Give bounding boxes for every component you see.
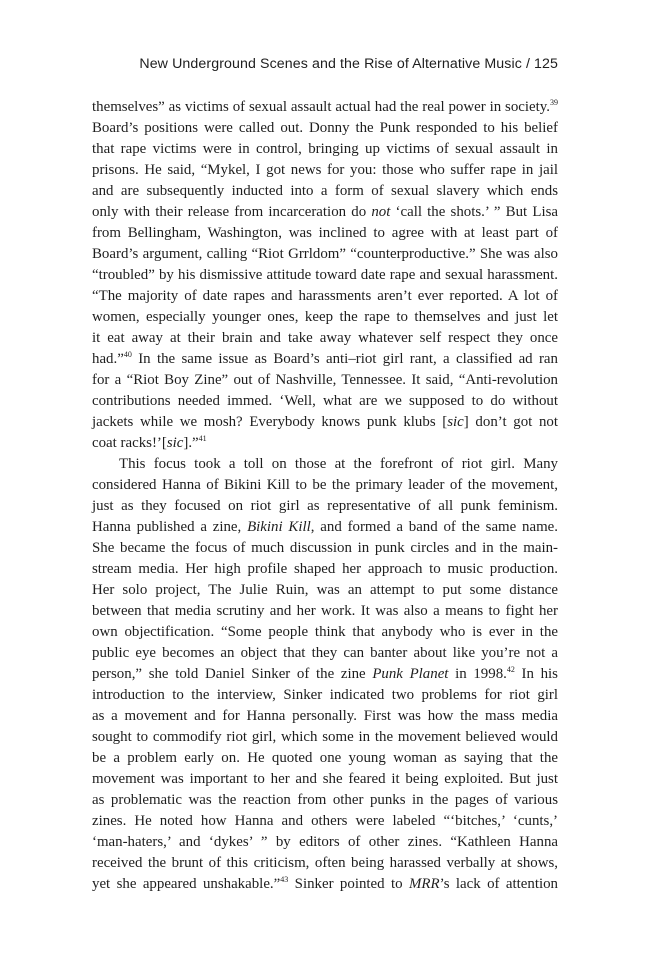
text-span: Board’s argument, calling “Riot Grrldom” “counterproductive.” She was also <box>92 246 558 262</box>
text-line <box>92 475 558 496</box>
italic-text: not <box>371 204 391 220</box>
footnote-ref: 43 <box>280 875 289 884</box>
text-span: and are subsequently inducted into a form of sexual slavery which ends <box>92 183 558 199</box>
text-line <box>92 160 558 181</box>
text-span: that rape victims were in control, bringing up victims of sexual assault in <box>92 141 558 157</box>
text-line <box>92 685 558 706</box>
text-line <box>92 706 558 727</box>
italic-text: sic <box>166 435 184 451</box>
footnote-ref: 39 <box>550 98 558 107</box>
text-span: be a problem early on. He quoted one young woman as saying that the <box>92 750 558 766</box>
body-text <box>92 97 558 895</box>
text-line <box>92 139 558 160</box>
text-span: public eye becomes an object that they can banter about like you’re not a <box>92 645 558 661</box>
text-line <box>92 118 558 139</box>
footnote-ref: 40 <box>123 350 132 359</box>
text-span: yet she appeared unshakable.” <box>92 876 281 892</box>
text-span: had.” <box>92 351 124 367</box>
text-span: In his <box>514 666 558 682</box>
italic-text: Bikini Kill <box>247 519 311 535</box>
text-span: themselves” as victims of sexual assault actual had the real power in society. <box>92 99 550 115</box>
text-line <box>92 538 558 559</box>
text-span: women, especially younger ones, keep the rape to themselves and just let <box>92 309 558 325</box>
footnote-ref: 42 <box>506 665 515 674</box>
text-span: between that media scrutiny and her work. It was also a means to fight her <box>92 603 558 619</box>
text-line <box>92 412 558 433</box>
text-span: ’s lack of attention <box>439 876 558 892</box>
text-span: coat racks!’[ <box>92 435 167 451</box>
text-span: as problematic was the reaction from other punks in the pages of various <box>92 792 558 808</box>
text-span: from Bellingham, Washington, was inclined to agree with at least part of <box>92 225 558 241</box>
text-span: just as they focused on riot girl as representative of all punk feminism. <box>92 498 558 514</box>
text-span: received the brunt of this criticism, often being harassed verbally at shows, <box>92 855 558 871</box>
text-span: , and formed a band of the same name. <box>310 519 559 535</box>
text-span: contributions needed immed. ‘Well, what are we supposed to do without <box>92 393 558 409</box>
text-span: Hanna published a zine, <box>92 519 248 535</box>
text-line <box>92 454 558 475</box>
text-line <box>92 349 558 370</box>
text-line <box>92 97 558 118</box>
text-span: own objectification. “Some people think that anybody who is ever in the <box>92 624 558 640</box>
text-span: “troubled” by his dismissive attitude toward date rape and sexual harassment. <box>92 267 558 283</box>
running-head: New Underground Scenes and the Rise of Alternative Music / 125 <box>139 56 558 72</box>
text-line <box>92 202 558 223</box>
text-line <box>92 370 558 391</box>
text-line <box>92 622 558 643</box>
text-span: introduction to the interview, Sinker indicated two problems for riot girl <box>92 687 558 703</box>
text-span: Board’s positions were called out. Donny the Punk responded to his belief <box>92 120 558 136</box>
footnote-ref: 41 <box>198 434 207 443</box>
text-line <box>92 580 558 601</box>
italic-text: sic <box>447 414 464 430</box>
text-span: Her solo project, The Julie Ruin, was an attempt to put some distance <box>92 582 558 598</box>
text-line <box>92 811 558 832</box>
text-line <box>92 559 558 580</box>
text-span: for a “Riot Boy Zine” out of Nashville, Tennessee. It said, “Anti-revolution <box>92 372 558 388</box>
text-span: In the same issue as Board’s anti–riot girl rant, a classified ad ran <box>131 351 558 367</box>
text-span: ‘man-haters,’ and ‘dykes’ ” by editors of other zines. “Kathleen Hanna <box>92 834 558 850</box>
text-line <box>92 223 558 244</box>
text-line <box>92 286 558 307</box>
text-span: sought to commodify riot girl, which some in the movement believed would <box>92 729 558 745</box>
text-line <box>92 748 558 769</box>
text-line <box>92 832 558 853</box>
text-line <box>92 181 558 202</box>
text-span: ‘call the shots.’ ” But Lisa <box>390 204 558 220</box>
text-line <box>92 433 558 454</box>
text-span: it eat away at their brain and take away whatever self respect they once <box>92 330 558 346</box>
text-line <box>92 265 558 286</box>
text-span: person,” she told Daniel Sinker of the zine <box>92 666 373 682</box>
italic-text: Punk Planet <box>372 666 449 682</box>
text-line <box>92 496 558 517</box>
text-span: “The majority of date rapes and harassments aren’t ever reported. A lot of <box>92 288 558 304</box>
text-line <box>92 664 558 685</box>
text-span: in 1998. <box>448 666 507 682</box>
text-line <box>92 769 558 790</box>
text-span: zines. He noted how Hanna and others were labeled “‘bitches,’ ‘cunts,’ <box>92 813 558 829</box>
text-line <box>92 853 558 874</box>
text-line <box>92 244 558 265</box>
text-span: This focus took a toll on those at the forefront of riot girl. Many <box>119 456 558 472</box>
italic-text: MRR <box>408 876 440 892</box>
text-span: only with their release from incarceration do <box>92 204 372 220</box>
text-line <box>92 517 558 538</box>
text-line <box>92 727 558 748</box>
text-span: prisons. He said, “Mykel, I got news for you: those who suffer rape in jail <box>92 162 558 178</box>
text-span: as a movement and for Hanna personally. First was how the mass media <box>92 708 558 724</box>
text-span: She became the focus of much discussion in punk circles and in the main- <box>92 540 558 556</box>
text-line <box>92 874 558 895</box>
text-span: stream media. Her high profile shaped her approach to music production. <box>92 561 558 577</box>
text-line <box>92 601 558 622</box>
text-span: movement was important to her and she feared it being exploited. But just <box>92 771 558 787</box>
text-span: considered Hanna of Bikini Kill to be the primary leader of the movement, <box>92 477 558 493</box>
text-span: ] don’t got not <box>463 414 558 430</box>
text-line <box>92 790 558 811</box>
text-line <box>92 643 558 664</box>
text-span: ].” <box>183 435 199 451</box>
text-line <box>92 307 558 328</box>
text-line <box>92 391 558 412</box>
text-span: Sinker pointed to <box>288 876 409 892</box>
text-line <box>92 328 558 349</box>
text-span: jackets while we mosh? Everybody knows punk klubs [ <box>92 414 448 430</box>
